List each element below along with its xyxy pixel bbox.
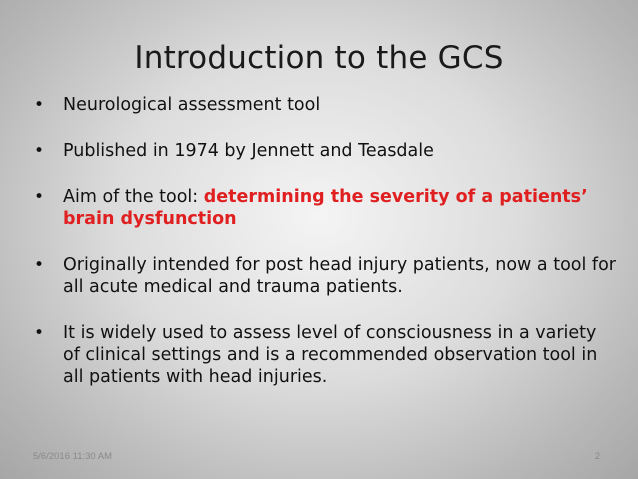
bullet-text: Neurological assessment tool — [63, 95, 321, 115]
bullet-text: It is widely used to assess level of consciousness in a variety of clinical settings and is a recommended observation tool in all patients with head injuries. — [63, 323, 598, 387]
bullet-dot-icon: • — [34, 141, 45, 161]
bullet-dot-icon: • — [34, 323, 45, 343]
bullet-dot-icon: • — [34, 255, 45, 275]
page-number: 2 — [594, 451, 600, 462]
footer-date: 5/6/2016 11:30 AM — [33, 451, 113, 462]
bullet-item — [34, 322, 618, 388]
bullet-text: Originally intended for post head injury patients, now a tool for all acute medical and trauma patients. — [63, 255, 616, 297]
bullet-item — [34, 254, 618, 298]
bullet-list — [34, 94, 618, 412]
bullet-dot-icon: • — [34, 187, 45, 207]
bullet-text: Aim of the tool: — [63, 187, 204, 207]
bullet-dot-icon: • — [34, 95, 45, 115]
bullet-text: Published in 1974 by Jennett and Teasdale — [63, 141, 434, 161]
slide-title: Introduction to the GCS — [134, 40, 504, 76]
bullet-highlight: determining the severity of a patients’ brain dysfunction — [63, 187, 588, 229]
bullet-item — [34, 140, 618, 162]
bullet-item — [34, 94, 618, 116]
bullet-item — [34, 186, 618, 230]
